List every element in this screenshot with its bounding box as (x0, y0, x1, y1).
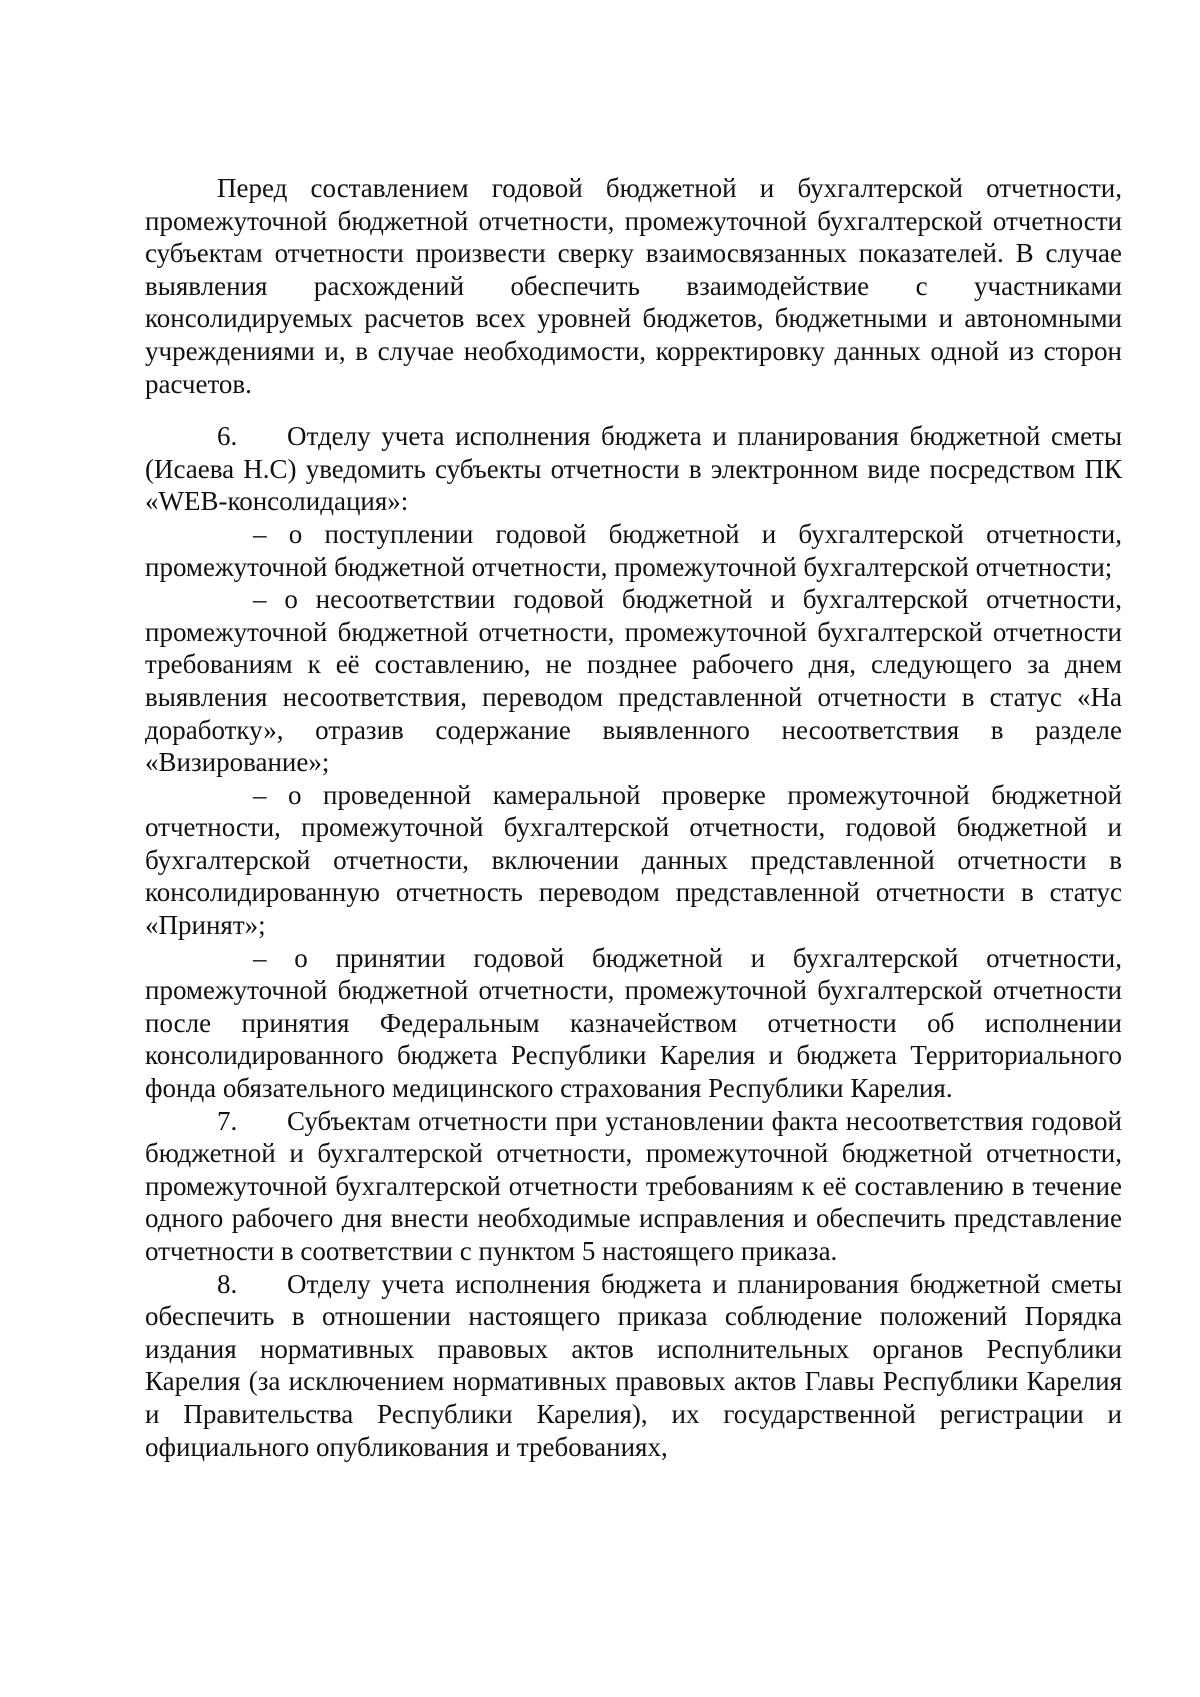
list-item-dash (145, 583, 1122, 779)
paragraph-text: Отделу учета исполнения бюджета и планирования бюджетной сметы (Исаева Н.С) уведомить субъекты отчетности в электронном виде посредством ПК «WEB-консолидация»: (145, 421, 1122, 517)
list-item-text: – о проведенной камеральной проверке промежуточной бюджетной отчетности, промежуточной бухгалтерской отчетности, годовой бюджетной и бухгалтерской отчетности, включении данных представленной отчетности в консолидированную отчетность переводом представленной отчетности в статус «Принят»; (145, 779, 1122, 941)
list-item-text: – о несоответствии годовой бюджетной и бухгалтерской отчетности, промежуточной бюджетной отчетности, промежуточной бухгалтерской отчетности требованиям к её составлению, не позднее рабочего дня, следующего за днем выявления несоответствия, переводом представленной отчетности в статус «На доработку», отразив содержание выявленного несоответствия в разделе «Визирование»; (145, 584, 1122, 778)
paragraph-number: 6. (217, 421, 238, 452)
paragraph-intro (145, 172, 1122, 400)
paragraph-text: Отделу учета исполнения бюджета и планирования бюджетной сметы обеспечить в отношении настоящего приказа соблюдение положений Порядка издания нормативных правовых актов исполнительных органов Республики Карелия (за исключением нормативных правовых актов Главы Республики Карелия и Правительства Республики Карелия), их государственной регистрации и официального опубликования и требованиях, (145, 1268, 1122, 1462)
list-item-dash (145, 942, 1122, 1105)
paragraph-item-6 (145, 420, 1122, 518)
paragraph-number: 7. (217, 1105, 238, 1136)
paragraph-text: Субъектам отчетности при установлении факта несоответствия годовой бюджетной и бухгалтерской отчетности, промежуточной бюджетной отчетности, промежуточной бухгалтерской отчетности требованиям к её составлению в течение одного рабочего дня внести необходимые исправления и обеспечить представление отчетности в соответствии с пунктом 5 настоящего приказа. (145, 1105, 1122, 1266)
list-item-text: – о поступлении годовой бюджетной и бухгалтерской отчетности, промежуточной бюджетной отчетности, промежуточной бухгалтерской отчетности; (145, 518, 1122, 582)
list-item-dash (145, 518, 1122, 583)
paragraph-text: Перед составлением годовой бюджетной и бухгалтерской отчетности, промежуточной бюджетной отчетности, промежуточной бухгалтерской отчетности субъектам отчетности произвести сверку взаимосвязанных показателей. В случае выявления расхождений обеспечить взаимодействие с участниками консолидируемых расчетов всех уровней бюджетов, бюджетными и автономными учреждениями и, в случае необходимости, корректировку данных одной из сторон расчетов. (145, 173, 1122, 399)
document-body (145, 172, 1122, 1463)
paragraph-number: 8. (217, 1268, 238, 1299)
list-item-text: – о принятии годовой бюджетной и бухгалтерской отчетности, промежуточной бюджетной отчетности, промежуточной бухгалтерской отчетности после принятия Федеральным казначейством отчетности об исполнении консолидированного бюджета Республики Карелия и бюджета Территориального фонда обязательного медицинского страхования Республики Карелия. (145, 942, 1122, 1104)
paragraph-item-7 (145, 1105, 1122, 1268)
list-item-dash (145, 779, 1122, 942)
paragraph-item-8 (145, 1268, 1122, 1464)
